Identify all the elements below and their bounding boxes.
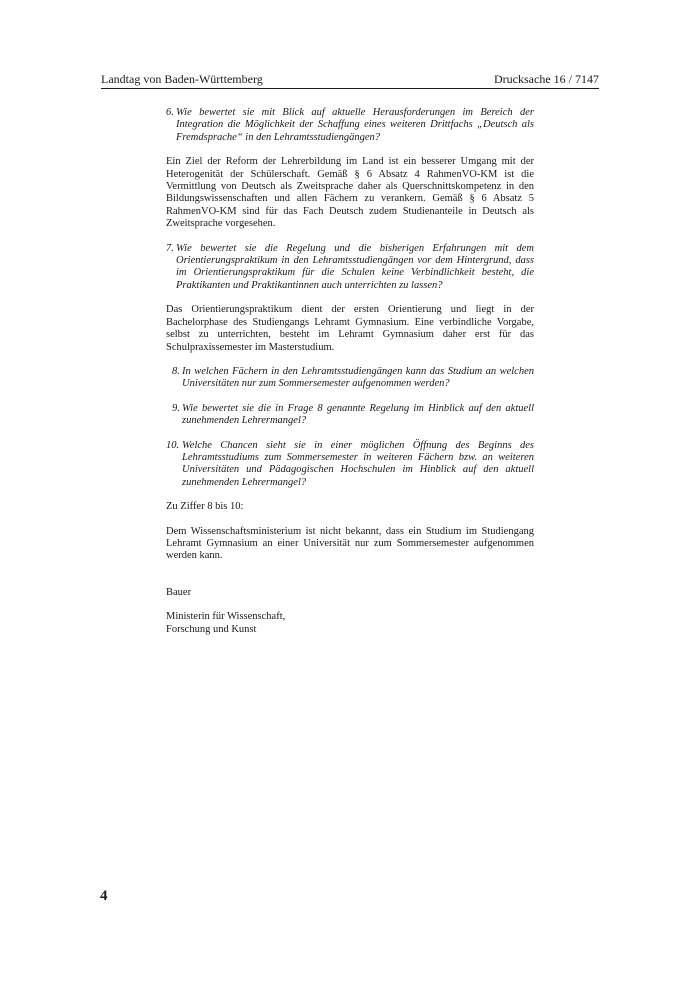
- question-text: Wie bewertet sie mit Blick auf aktuelle Herausforderungen im Bereich der Integration die Möglichkeit der Schaffung eines weiteren Drittfachs „Deutsch als Fremdsprache“ in den Lehramtsstudiengängen?: [176, 107, 534, 143]
- question-text: Wie bewertet sie die in Frage 8 genannte Regelung im Hinblick auf den aktuell zunehmenden Lehrermangel?: [182, 402, 534, 427]
- signature-name: Bauer: [166, 586, 192, 598]
- section-heading: Zu Ziffer 8 bis 10:: [166, 501, 244, 513]
- question-text: Welche Chancen sieht sie in einer möglichen Öffnung des Beginns des Lehramtsstudiums zum Sommersemester in weiteren Fächern bzw. an weiteren Universitäten und Pädagogischen Hochschulen im Hinblick auf den aktuell zunehmenden Lehrermangel?: [182, 439, 534, 488]
- question-10: [166, 440, 534, 490]
- question-6: [166, 107, 534, 144]
- answer-7: Das Orientierungspraktikum dient der ersten Orientierung und liegt in der Bachelorphase des Studiengangs Lehramt Gymnasium. Eine verbindliche Vorgabe, selbst zu unterrichten, besteht im Lehramt Gymnasium daher erst für das Schulpraxissemester im Masterstudium.: [166, 304, 534, 353]
- question-number: 9.: [172, 402, 180, 414]
- signature-block: [166, 587, 534, 636]
- header-rule: [101, 88, 599, 89]
- answer-6: Ein Ziel der Reform der Lehrerbildung im Land ist ein besserer Umgang mit der Heterogenität der Schülerschaft. Gemäß § 6 Absatz 4 RahmenVO-KM ist die Vermittlung von Deutsch als Zweitsprache daher als Querschnittskompetenz in den Bildungswissenschaften und allen Fächern zu verankern. Gemäß § 6 Absatz 5 RahmenVO-KM sind für das Fach Deutsch zudem Studienanteile in Deutsch als Zweitsprache vorgesehen.: [166, 156, 534, 230]
- header-parliament: Landtag von Baden-Württemberg: [101, 72, 263, 86]
- question-text: In welchen Fächern in den Lehramtsstudiengängen kann das Studium an welchen Universitäten nur zum Sommersemester aufgenommen werden?: [182, 365, 534, 390]
- document-body: [166, 107, 534, 636]
- question-number: 10.: [166, 439, 180, 451]
- page-number: 4: [100, 888, 108, 904]
- question-number: 7.: [166, 242, 174, 254]
- question-7: [166, 243, 534, 293]
- question-8: [166, 366, 534, 391]
- signature-title-2: Forschung und Kunst: [166, 623, 257, 635]
- header-document-number: Drucksache 16 / 7147: [494, 72, 599, 86]
- answer-8-10: Dem Wissenschaftsministerium ist nicht bekannt, dass ein Studium im Studiengang Lehramt Gymnasium an einer Universität nur zum Sommersemester aufgenommen werden kann.: [166, 525, 534, 562]
- question-9: [166, 403, 534, 428]
- page-header: [101, 70, 599, 88]
- signature-title-1: Ministerin für Wissenschaft,: [166, 611, 286, 623]
- question-text: Wie bewertet sie die Regelung und die bisherigen Erfahrungen mit dem Orientierungspraktikum in den Lehramtsstudiengängen vor dem Hintergrund, dass im Orientierungspraktikum für die Schulen keine Verbindlichkeit besteht, die Praktikanten und Praktikantinnen auch unterrichten zu lassen?: [176, 242, 534, 291]
- question-number: 6.: [166, 107, 174, 118]
- question-number: 8.: [172, 365, 180, 377]
